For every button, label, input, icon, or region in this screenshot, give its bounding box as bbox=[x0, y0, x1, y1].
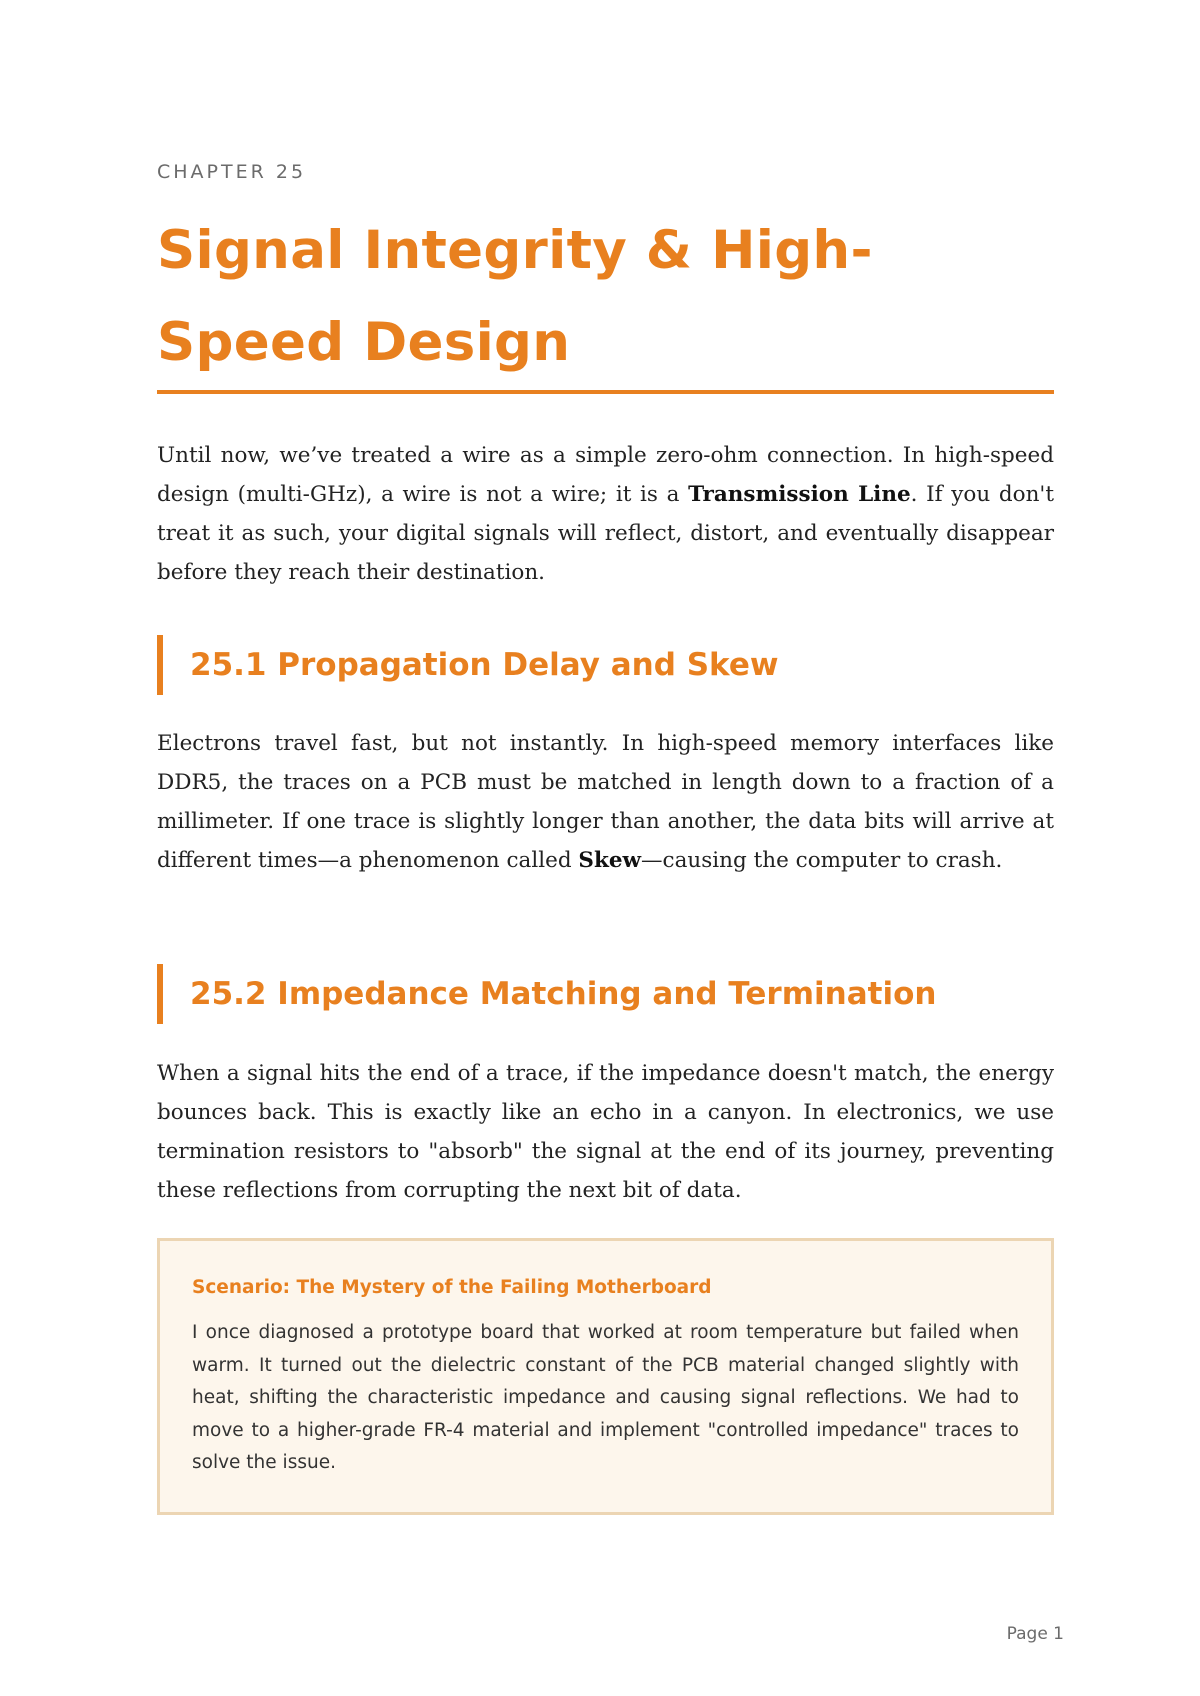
scenario-callout bbox=[157, 1238, 1054, 1515]
intro-text-before: Until now, we’ve treated a wire as a simple zero-ohm connection. In high-speed design (multi-GHz), a wire is not a wire; it is a bbox=[157, 443, 1054, 507]
section-heading-propagation-delay: 25.1 Propagation Delay and Skew bbox=[157, 635, 1054, 695]
section1-text-before: Electrons travel fast, but not instantly. In high-speed memory interfaces like DDR5, the traces on a PCB must be matched in length down to a fraction of a millimeter. If one trace is slightly longer than another, the data bits will arrive at different times—a phenomenon called bbox=[157, 731, 1054, 873]
chapter-label: CHAPTER 25 bbox=[157, 161, 307, 183]
callout-title: Scenario: The Mystery of the Failing Motherboard bbox=[192, 1277, 712, 1298]
intro-paragraph bbox=[157, 436, 1054, 592]
section1-paragraph bbox=[157, 724, 1054, 880]
section1-text-after: —causing the computer to crash. bbox=[641, 848, 1003, 873]
section-heading-impedance-matching: 25.2 Impedance Matching and Termination bbox=[157, 964, 1054, 1024]
title-divider bbox=[157, 390, 1054, 394]
intro-bold-term: Transmission Line bbox=[688, 482, 911, 507]
intro-text-after: . If you don't treat it as such, your digital signals will reflect, distort, and eventually disappear before they reach their destination. bbox=[157, 482, 1054, 585]
callout-body: I once diagnosed a prototype board that worked at room temperature but failed when warm. It turned out the dielectric constant of the PCB material changed slightly with heat, shifting the characteristic impedance and causing signal reflections. We had to move to a higher-grade FR-4 material and implement "controlled impedance" traces to solve the issue. bbox=[192, 1322, 1019, 1473]
section2-paragraph: When a signal hits the end of a trace, if the impedance doesn't match, the energy bounces back. This is exactly like an echo in a canyon. In electronics, we use termination resistors to "absorb" the signal at the end of its journey, preventing these reflections from corrupting the next bit of data. bbox=[157, 1061, 1054, 1203]
page-number: Page 1 bbox=[1006, 1624, 1064, 1644]
chapter-title: Signal Integrity & High-Speed Design bbox=[157, 220, 873, 373]
section1-bold-term: Skew bbox=[578, 848, 642, 873]
